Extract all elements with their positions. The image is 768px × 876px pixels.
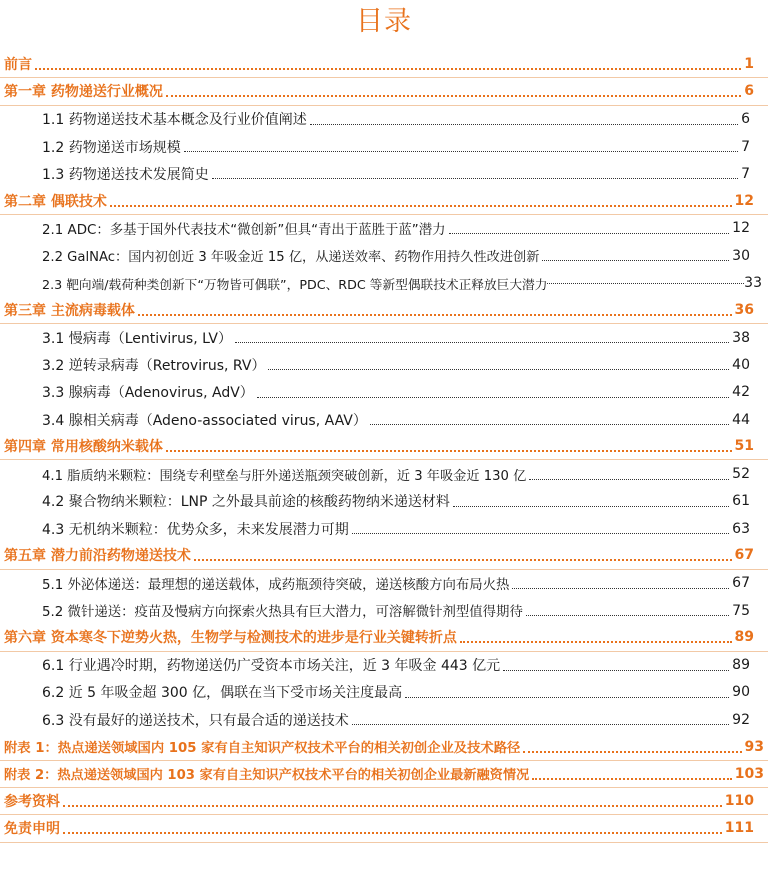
toc-entry-label: 免责申明	[4, 821, 60, 838]
toc-entry-page: 89	[732, 657, 750, 674]
toc-entry[interactable]	[0, 433, 768, 460]
leader-dots	[542, 260, 729, 261]
toc-entry[interactable]	[0, 679, 768, 706]
leader-dots	[110, 205, 732, 207]
table-of-contents	[0, 51, 768, 843]
leader-dots	[235, 342, 729, 343]
toc-entry-page: 38	[732, 329, 750, 346]
toc-entry-label: 前言	[4, 57, 32, 74]
toc-entry-label: 第五章 潜力前沿药物递送技术	[4, 548, 191, 565]
leader-dots	[370, 424, 729, 425]
toc-entry-page: 33	[744, 275, 762, 292]
leader-dots	[257, 397, 729, 398]
toc-entry[interactable]	[0, 815, 768, 842]
leader-dots	[526, 615, 729, 616]
toc-entry[interactable]	[0, 542, 768, 569]
toc-entry[interactable]	[0, 160, 768, 187]
toc-entry[interactable]	[0, 460, 768, 487]
toc-entry-label: 4.2 聚合物纳米颗粒：LNP 之外最具前途的核酸药物纳米递送材料	[42, 494, 450, 511]
toc-entry[interactable]	[0, 706, 768, 733]
toc-entry-label: 附表 2：热点递送领域国内 103 家有自主知识产权技术平台的相关初创企业最新融资情况	[4, 768, 530, 784]
toc-entry-page: 40	[732, 356, 750, 373]
toc-entry[interactable]	[0, 761, 768, 788]
toc-entry[interactable]	[0, 187, 768, 214]
toc-entry[interactable]	[0, 133, 768, 160]
toc-entry-label: 1.3 药物递送技术发展简史	[42, 166, 209, 183]
toc-entry-page: 110	[724, 793, 754, 810]
toc-entry[interactable]	[0, 788, 768, 815]
leader-dots	[35, 68, 741, 70]
toc-entry[interactable]	[0, 215, 768, 242]
toc-entry-page: 7	[741, 165, 750, 182]
toc-entry-label: 第二章 偶联技术	[4, 193, 107, 210]
page-title: 目录	[356, 6, 412, 37]
toc-entry[interactable]	[0, 515, 768, 542]
toc-entry-page: 52	[732, 466, 750, 483]
leader-dots	[352, 533, 729, 534]
toc-entry-label: 2.2 GalNAc：国内初创近 3 年吸金近 15 亿，从递送效率、药物作用持久性改进创新	[42, 250, 540, 266]
toc-entry-page: 67	[734, 547, 754, 564]
leader-dots	[184, 151, 738, 152]
leader-dots	[449, 233, 730, 234]
toc-entry[interactable]	[0, 379, 768, 406]
toc-entry-page: 67	[732, 575, 750, 592]
leader-dots	[523, 751, 741, 753]
toc-entry-label: 5.1 外泌体递送：最理想的递送载体，成药瓶颈待突破，递送核酸方向布局火热	[42, 577, 510, 593]
toc-entry-page: 93	[744, 738, 764, 755]
toc-entry-page: 103	[734, 765, 764, 782]
toc-entry[interactable]	[0, 324, 768, 351]
toc-entry-label: 第六章 资本寒冬下逆势火热，生物学与检测技术的进步是行业关键转折点	[4, 630, 457, 647]
toc-entry[interactable]	[0, 78, 768, 105]
leader-dots	[138, 314, 732, 316]
leader-dots	[503, 670, 729, 671]
toc-entry-page: 89	[734, 629, 754, 646]
toc-entry-label: 2.3 靶向端/载荷种类创新下“万物皆可偶联”，PDC、RDC 等新型偶联技术正释放巨大潜力	[42, 276, 548, 292]
toc-entry-page: 75	[732, 602, 750, 619]
toc-entry[interactable]	[0, 269, 768, 296]
toc-entry-label: 1.2 药物递送市场规模	[42, 139, 181, 156]
toc-entry-label: 6.2 近 5 年吸金超 300 亿，偶联在当下受市场关注度最高	[42, 685, 403, 702]
toc-entry-page: 42	[732, 384, 750, 401]
toc-entry-page: 12	[732, 220, 750, 237]
leader-dots	[532, 778, 732, 780]
toc-entry-label: 4.3 无机纳米颗粒：优势众多，未来发展潜力可期	[42, 521, 349, 538]
leader-dots	[453, 506, 729, 507]
toc-entry[interactable]	[0, 106, 768, 133]
toc-entry-label: 3.4 腺相关病毒（Adeno-associated virus, AAV）	[42, 412, 367, 429]
toc-entry[interactable]	[0, 242, 768, 269]
toc-entry-label: 第三章 主流病毒载体	[4, 302, 135, 319]
toc-entry-page: 36	[734, 301, 754, 318]
leader-dots	[268, 369, 729, 370]
toc-entry-page: 90	[732, 684, 750, 701]
leader-dots	[166, 95, 741, 97]
toc-entry[interactable]	[0, 406, 768, 433]
toc-entry[interactable]	[0, 351, 768, 378]
leader-dots	[310, 124, 738, 125]
toc-entry-page: 12	[734, 192, 754, 209]
leader-dots	[166, 450, 732, 452]
leader-dots	[63, 832, 722, 834]
toc-entry-page: 51	[734, 438, 754, 455]
toc-entry[interactable]	[0, 624, 768, 651]
toc-entry-page: 6	[744, 83, 754, 100]
leader-dots	[547, 283, 744, 284]
toc-entry-label: 3.1 慢病毒（Lentivirus, LV）	[42, 330, 232, 347]
toc-entry[interactable]	[0, 297, 768, 324]
toc-entry-label: 参考资料	[4, 794, 60, 811]
toc-entry-label: 5.2 微针递送：疫苗及慢病方向探索火热具有巨大潜力，可溶解微针剂型值得期待	[42, 605, 523, 621]
toc-entry-label: 第四章 常用核酸纳米载体	[4, 439, 163, 456]
toc-entry-page: 63	[732, 520, 750, 537]
toc-entry[interactable]	[0, 733, 768, 760]
toc-entry-label: 2.1 ADC：多基于国外代表技术“微创新”但具“青出于蓝胜于蓝”潜力	[42, 222, 446, 238]
toc-entry-label: 3.2 逆转录病毒（Retrovirus, RV）	[42, 357, 266, 374]
toc-entry-label: 4.1 脂质纳米颗粒：围绕专利壁垒与肝外递送瓶颈突破创新，近 3 年吸金近 130 亿	[42, 468, 527, 484]
toc-entry-label: 6.3 没有最好的递送技术，只有最合适的递送技术	[42, 712, 349, 729]
toc-entry-page: 44	[732, 411, 750, 428]
toc-entry[interactable]	[0, 597, 768, 624]
toc-entry[interactable]	[0, 51, 768, 78]
leader-dots	[194, 559, 732, 561]
toc-entry[interactable]	[0, 488, 768, 515]
toc-entry-page: 30	[732, 247, 750, 264]
toc-entry[interactable]	[0, 570, 768, 597]
toc-entry-label: 附表 1：热点递送领域国内 105 家有自主知识产权技术平台的相关初创企业及技术路径	[4, 741, 521, 757]
toc-entry-page: 6	[741, 111, 750, 128]
toc-entry-page: 1	[744, 56, 754, 73]
toc-entry-page: 7	[741, 138, 750, 155]
toc-entry-label: 第一章 药物递送行业概况	[4, 84, 163, 101]
leader-dots	[460, 641, 732, 643]
leader-dots	[352, 724, 729, 725]
toc-entry[interactable]	[0, 652, 768, 679]
leader-dots	[405, 697, 729, 698]
toc-entry-label: 1.1 药物递送技术基本概念及行业价值阐述	[42, 112, 307, 129]
leader-dots	[212, 178, 738, 179]
toc-entry-page: 61	[732, 493, 750, 510]
toc-entry-label: 6.1 行业遇冷时期，药物递送仍广受资本市场关注，近 3 年吸金 443 亿元	[42, 658, 501, 675]
toc-entry-label: 3.3 腺病毒（Adenovirus, AdV）	[42, 385, 254, 402]
toc-entry-page: 111	[724, 820, 754, 837]
leader-dots	[529, 479, 729, 480]
leader-dots	[63, 805, 722, 807]
toc-entry-page: 92	[732, 711, 750, 728]
leader-dots	[512, 588, 729, 589]
